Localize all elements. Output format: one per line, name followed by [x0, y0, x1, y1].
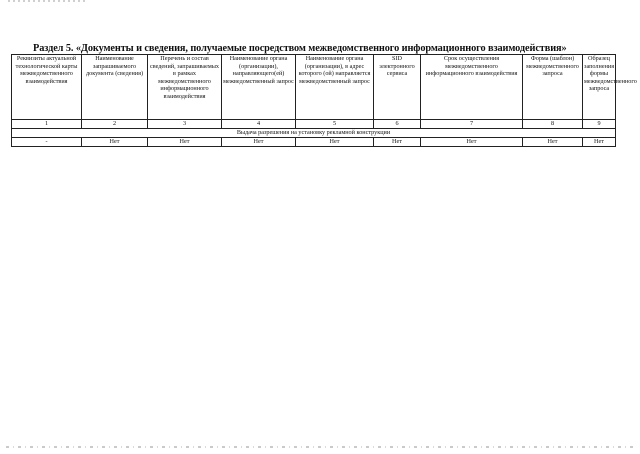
table-cell: Нет — [421, 138, 523, 147]
table-cell: Нет — [374, 138, 421, 147]
column-number: 9 — [583, 120, 616, 129]
section-row — [12, 129, 616, 138]
scan-artifact-top — [8, 0, 88, 2]
table-cell: Нет — [82, 138, 148, 147]
section-title: Раздел 5. «Документы и сведения, получаемые посредством межведомственного информационного взаимодействия» — [33, 43, 567, 54]
table-cell: Нет — [523, 138, 583, 147]
header-cell: Наименование запрашиваемого документа (сведения) — [82, 55, 148, 120]
header-cell: Наименование органа (организации), в адрес которого (ой) направляется межведомственный запрос — [296, 55, 374, 120]
column-number: 2 — [82, 120, 148, 129]
column-number-row — [12, 120, 616, 129]
table-row — [12, 138, 616, 147]
column-number: 8 — [523, 120, 583, 129]
header-cell: Наименование органа (организации), направляющего(ей) межведомственный запрос — [222, 55, 296, 120]
table-cell: - — [12, 138, 82, 147]
table-header-row — [12, 55, 616, 120]
scan-artifact-bottom — [6, 446, 634, 448]
table-cell: Нет — [148, 138, 222, 147]
column-number: 3 — [148, 120, 222, 129]
table-cell: Нет — [296, 138, 374, 147]
header-cell: Форма (шаблон) межведомственного запроса — [523, 55, 583, 120]
table-cell: Нет — [583, 138, 616, 147]
header-cell: Реквизиты актуальной технологической карты межведомственного взаимодействия — [12, 55, 82, 120]
header-cell: Образец заполнения формы межведомственного запроса — [583, 55, 616, 120]
column-number: 4 — [222, 120, 296, 129]
header-cell: SID электронного сервиса — [374, 55, 421, 120]
column-number: 7 — [421, 120, 523, 129]
interagency-documents-table — [11, 54, 637, 147]
header-cell: Срок осуществления межведомственного информационного взаимодействия — [421, 55, 523, 120]
column-number: 6 — [374, 120, 421, 129]
column-number: 5 — [296, 120, 374, 129]
table-cell: Нет — [222, 138, 296, 147]
header-cell: Перечень и состав сведений, запрашиваемых в рамках межведомственного информационного взаимодействия — [148, 55, 222, 120]
section-label: Выдача разрешения на установку рекламной конструкции — [12, 129, 616, 138]
column-number: 1 — [12, 120, 82, 129]
